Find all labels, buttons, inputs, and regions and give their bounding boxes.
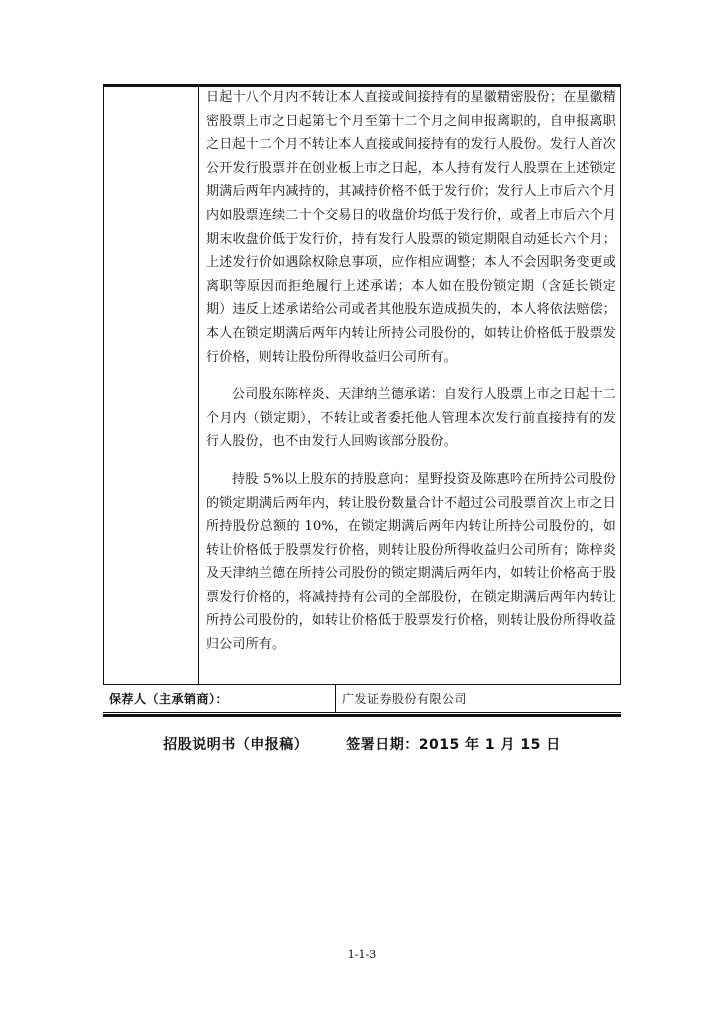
sponsor-value: 广发证券股份有限公司 (342, 692, 468, 706)
signing-date: 签署日期：2015 年 1 月 15 日 (346, 737, 561, 753)
document-name: 招股说明书（申报稿） (163, 737, 309, 753)
table-bottom-border (103, 714, 621, 717)
sponsor-label: 保荐人（主承销商）： (109, 692, 229, 706)
page-number: 1-1-3 (347, 948, 377, 961)
table-row-divider (103, 684, 621, 685)
commitment-paragraph-shareholders: 公司股东陈梓炎、天津纳兰德承诺：自发行人股票上市之日起十二个月内（锁定期），不转让或者委托他人管理本次发行前直接持有的发行人股份，也不由发行人回购该部分股份。 (206, 387, 616, 450)
commitment-paragraph-holding-intent: 持股 5%以上股东的持股意向：星野投资及陈惠吟在所持公司股份的锁定期满后两年内，转让股份数量合计不超过公司股票首次上市之日所持股份总额的 10%，在锁定期满后两年内转让所持公司股份的，如转让价格低于股票发行价格，则转让股份所得收益归公司所有；陈梓炎及天津纳兰德在所持公司股份的锁定期满后两年内，如转让价格高于股票发行价格的，将减持持有公司的全部股份，在锁定期满后两年内转让所持公司股份的，如转让价格低于股票发行价格，则转让股份所得收益归公司所有。 (206, 471, 616, 653)
sponsor-row-divider (335, 685, 336, 712)
commitments-cell (206, 86, 616, 657)
table-bottom-border-inner (103, 712, 621, 713)
table-right-border (620, 86, 621, 684)
commitment-paragraph-lockup-director: 日起十八个月内不转让本人直接或间接持有的星徽精密股份；在星徽精密股票上市之日起第七个月至第十二个月之间申报离职的，自申报离职之日起十二个月不转让本人直接或间接持有的发行人股份。发行人首次公开发行股票并在创业板上市之日起，本人持有发行人股票在上述锁定期满后两年内减持的，其减持价格不低于发行价；发行人上市后六个月内如股票连续二十个交易日的收盘价均低于发行价，或者上市后六个月期末收盘价低于发行价，持有发行人股票的锁定期限自动延长六个月；上述发行价如遇除权除息事项，应作相应调整；本人不会因职务变更或离职等原因而拒绝履行上述承诺；本人如在股份锁定期（含延长锁定期）违反上述承诺给公司或者其他股东造成损失的，本人将依法赔偿；本人在锁定期满后两年内转让所持公司股份的，如转让价格低于股票发行价格，则转让股份所得收益归公司所有。 (206, 90, 616, 365)
document-signoff (0, 734, 724, 754)
table-left-border (103, 86, 104, 684)
table-column-divider (198, 86, 199, 684)
